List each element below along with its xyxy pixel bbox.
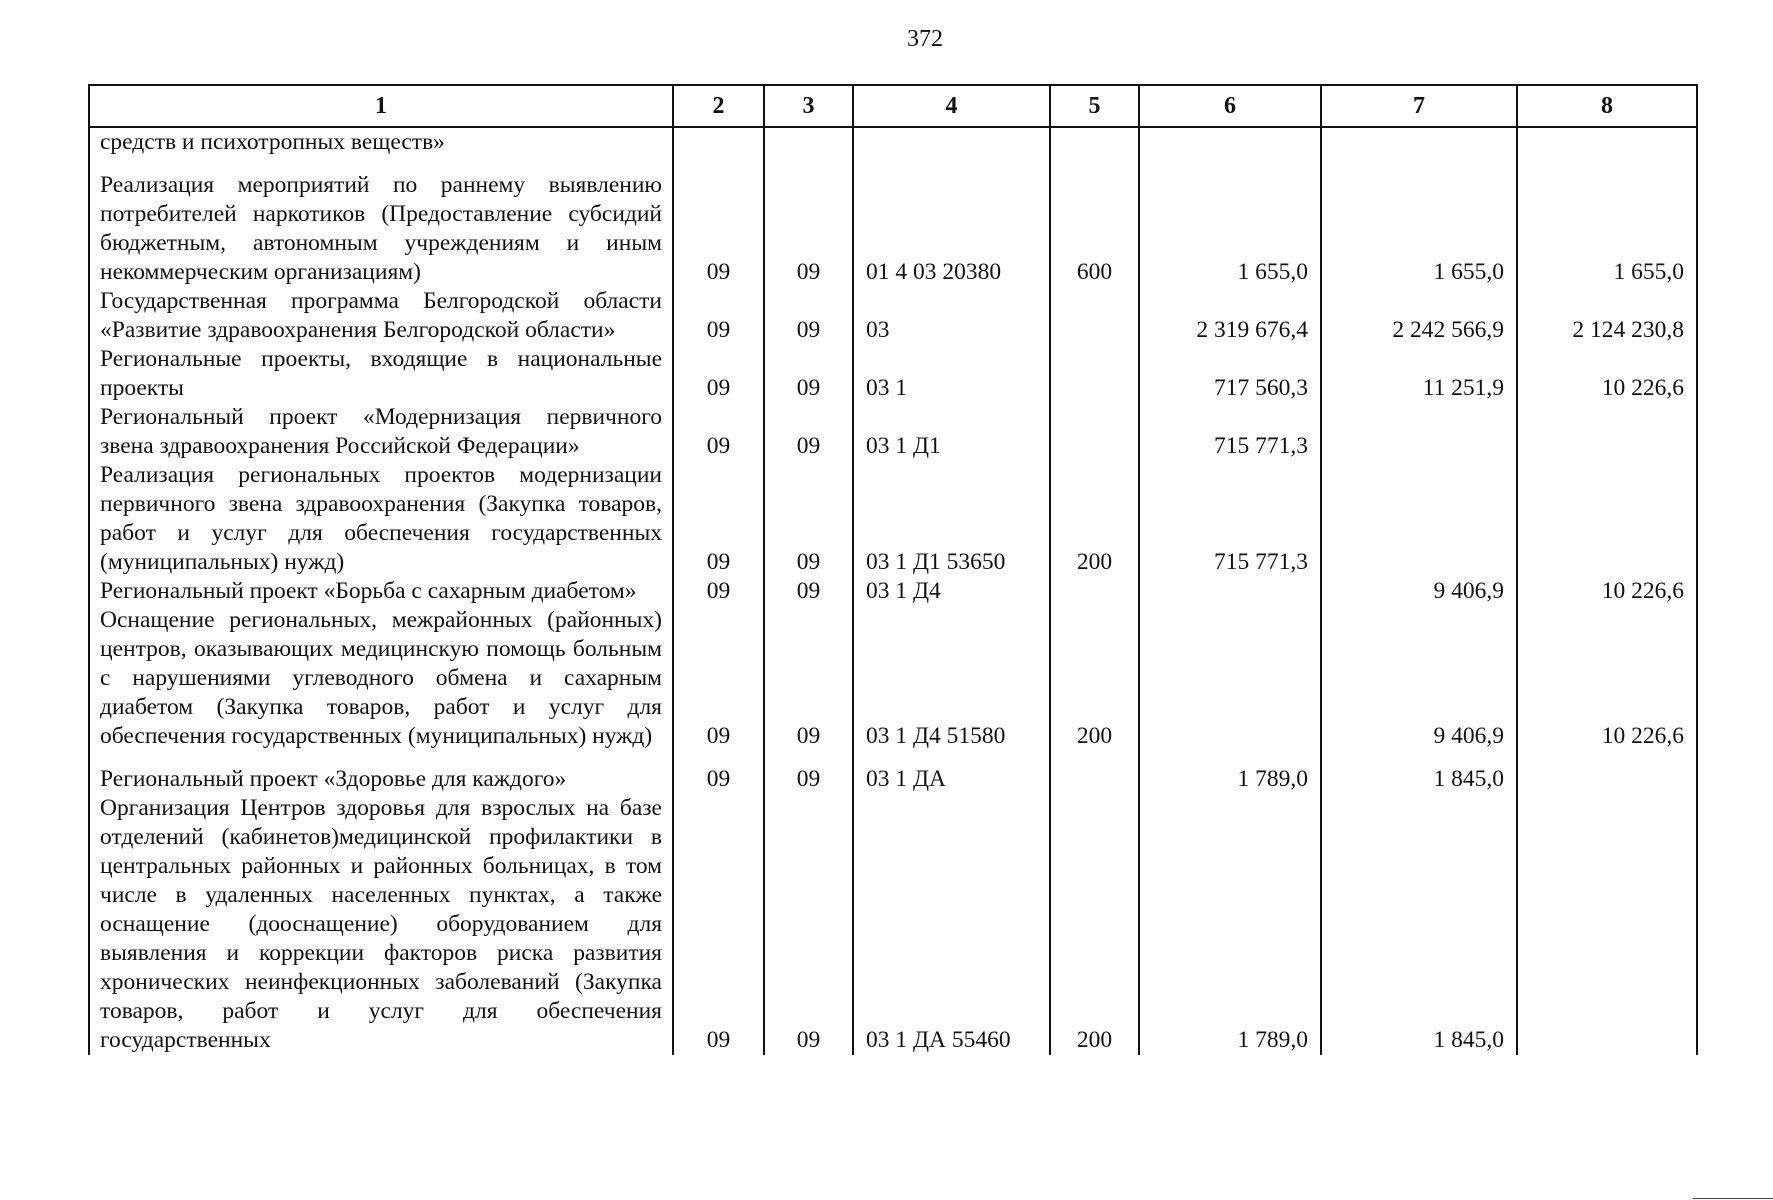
cell-amount-year2: 1 655,0 <box>1321 171 1517 287</box>
cell-amount-year1: 1 789,0 <box>1139 765 1321 794</box>
cell-amount-year3: 10 226,6 <box>1517 606 1697 751</box>
cell-amount-year3: 1 655,0 <box>1517 171 1697 287</box>
cell-section: 09 <box>673 606 764 751</box>
row-name: Реализация мероприятий по раннему выявлению потребителей наркотиков (Предоставление субсидий бюджетным, автономным учреждениям и иным некоммерческим организациям) <box>89 171 673 287</box>
cell-section: 09 <box>673 403 764 461</box>
column-header: 4 <box>853 85 1050 127</box>
cell-subsection: 09 <box>764 171 853 287</box>
cell-target-article: 03 1 Д4 51580 <box>853 606 1050 751</box>
cell-amount-year2: 9 406,9 <box>1321 577 1517 606</box>
cell-amount-year1: 715 771,3 <box>1139 461 1321 577</box>
table-row <box>89 794 1697 1055</box>
cell-section: 09 <box>673 794 764 1055</box>
cell-amount-year2 <box>1321 127 1517 157</box>
row-name: Региональный проект «Модернизация первичного звена здравоохранения Российской Федерации» <box>89 403 673 461</box>
cell-section: 09 <box>673 461 764 577</box>
cell-target-article: 03 1 ДА <box>853 765 1050 794</box>
cell-amount-year3 <box>1517 461 1697 577</box>
row-name: Организация Центров здоровья для взрослых на базе отделений (кабинетов)медицинской профилактики в центральных районных и районных больницах, в том числе в удаленных населенных пунктах, а также оснащение (дооснащение) оборудованием для выявления и коррекции факторов риска развития хронических неинфекционных заболеваний (Закупка товаров, работ и услуг для обеспечения государственных <box>89 794 673 1055</box>
cell-amount-year1: 1 789,0 <box>1139 794 1321 1055</box>
cell-amount-year3 <box>1517 765 1697 794</box>
cell-amount-year1: 1 655,0 <box>1139 171 1321 287</box>
cell-expense-type <box>1050 765 1139 794</box>
column-header: 6 <box>1139 85 1321 127</box>
cell-subsection: 09 <box>764 765 853 794</box>
cell-section: 09 <box>673 171 764 287</box>
cell-amount-year3: 10 226,6 <box>1517 577 1697 606</box>
table-row <box>89 345 1697 403</box>
cell-amount-year1 <box>1139 577 1321 606</box>
table-row <box>89 606 1697 751</box>
column-header: 3 <box>764 85 853 127</box>
cell-amount-year2: 11 251,9 <box>1321 345 1517 403</box>
column-header: 8 <box>1517 85 1697 127</box>
row-name: средств и психотропных веществ» <box>89 127 673 157</box>
cell-expense-type <box>1050 345 1139 403</box>
cell-expense-type: 200 <box>1050 461 1139 577</box>
cell-amount-year3 <box>1517 127 1697 157</box>
cell-amount-year2: 1 845,0 <box>1321 794 1517 1055</box>
cell-amount-year2 <box>1321 461 1517 577</box>
cell-target-article: 03 1 ДА 55460 <box>853 794 1050 1055</box>
cell-subsection: 09 <box>764 606 853 751</box>
cell-target-article <box>853 127 1050 157</box>
row-name: Региональный проект «Борьба с сахарным диабетом» <box>89 577 673 606</box>
cell-expense-type: 200 <box>1050 794 1139 1055</box>
column-header: 2 <box>673 85 764 127</box>
cell-subsection: 09 <box>764 403 853 461</box>
row-name: Оснащение региональных, межрайонных (районных) центров, оказывающих медицинскую помощь больным с нарушениями углеводного обмена и сахарным диабетом (Закупка товаров, работ и услуг для обеспечения государственных (муниципальных) нужд) <box>89 606 673 751</box>
row-name: Реализация региональных проектов модернизации первичного звена здравоохранения (Закупка товаров, работ и услуг для обеспечения государственных (муниципальных) нужд) <box>89 461 673 577</box>
cell-section <box>673 127 764 157</box>
cell-amount-year2: 2 242 566,9 <box>1321 287 1517 345</box>
cell-expense-type <box>1050 287 1139 345</box>
cell-target-article: 03 <box>853 287 1050 345</box>
cell-subsection: 09 <box>764 794 853 1055</box>
page-edge-rule <box>1693 1198 1773 1199</box>
row-name: Региональные проекты, входящие в национальные проекты <box>89 345 673 403</box>
cell-section: 09 <box>673 577 764 606</box>
cell-section: 09 <box>673 765 764 794</box>
page-number: 372 <box>907 26 943 52</box>
table-row <box>89 171 1697 287</box>
cell-amount-year3: 10 226,6 <box>1517 345 1697 403</box>
cell-expense-type: 200 <box>1050 606 1139 751</box>
cell-target-article: 01 4 03 20380 <box>853 171 1050 287</box>
cell-expense-type <box>1050 577 1139 606</box>
row-name: Региональный проект «Здоровье для каждого» <box>89 765 673 794</box>
cell-amount-year3 <box>1517 794 1697 1055</box>
cell-expense-type: 600 <box>1050 171 1139 287</box>
cell-amount-year2 <box>1321 403 1517 461</box>
cell-target-article: 03 1 <box>853 345 1050 403</box>
table-row <box>89 287 1697 345</box>
cell-subsection: 09 <box>764 287 853 345</box>
cell-subsection: 09 <box>764 577 853 606</box>
cell-amount-year1: 717 560,3 <box>1139 345 1321 403</box>
table-row <box>89 765 1697 794</box>
cell-amount-year3: 2 124 230,8 <box>1517 287 1697 345</box>
cell-amount-year2: 9 406,9 <box>1321 606 1517 751</box>
budget-table <box>88 84 1698 1055</box>
cell-section: 09 <box>673 345 764 403</box>
cell-amount-year1: 2 319 676,4 <box>1139 287 1321 345</box>
cell-amount-year2: 1 845,0 <box>1321 765 1517 794</box>
cell-section: 09 <box>673 287 764 345</box>
row-name: Государственная программа Белгородской области «Развитие здравоохранения Белгородской области» <box>89 287 673 345</box>
column-header: 1 <box>89 85 673 127</box>
cell-amount-year1 <box>1139 606 1321 751</box>
cell-subsection: 09 <box>764 345 853 403</box>
column-header: 7 <box>1321 85 1517 127</box>
cell-amount-year3 <box>1517 403 1697 461</box>
cell-target-article: 03 1 Д1 <box>853 403 1050 461</box>
table-row <box>89 127 1697 157</box>
header-row <box>89 85 1697 127</box>
table-row <box>89 403 1697 461</box>
cell-subsection <box>764 127 853 157</box>
table-row <box>89 461 1697 577</box>
cell-amount-year1: 715 771,3 <box>1139 403 1321 461</box>
column-header: 5 <box>1050 85 1139 127</box>
cell-target-article: 03 1 Д1 53650 <box>853 461 1050 577</box>
cell-target-article: 03 1 Д4 <box>853 577 1050 606</box>
cell-subsection: 09 <box>764 461 853 577</box>
cell-expense-type <box>1050 403 1139 461</box>
cell-expense-type <box>1050 127 1139 157</box>
table-row <box>89 577 1697 606</box>
cell-amount-year1 <box>1139 127 1321 157</box>
